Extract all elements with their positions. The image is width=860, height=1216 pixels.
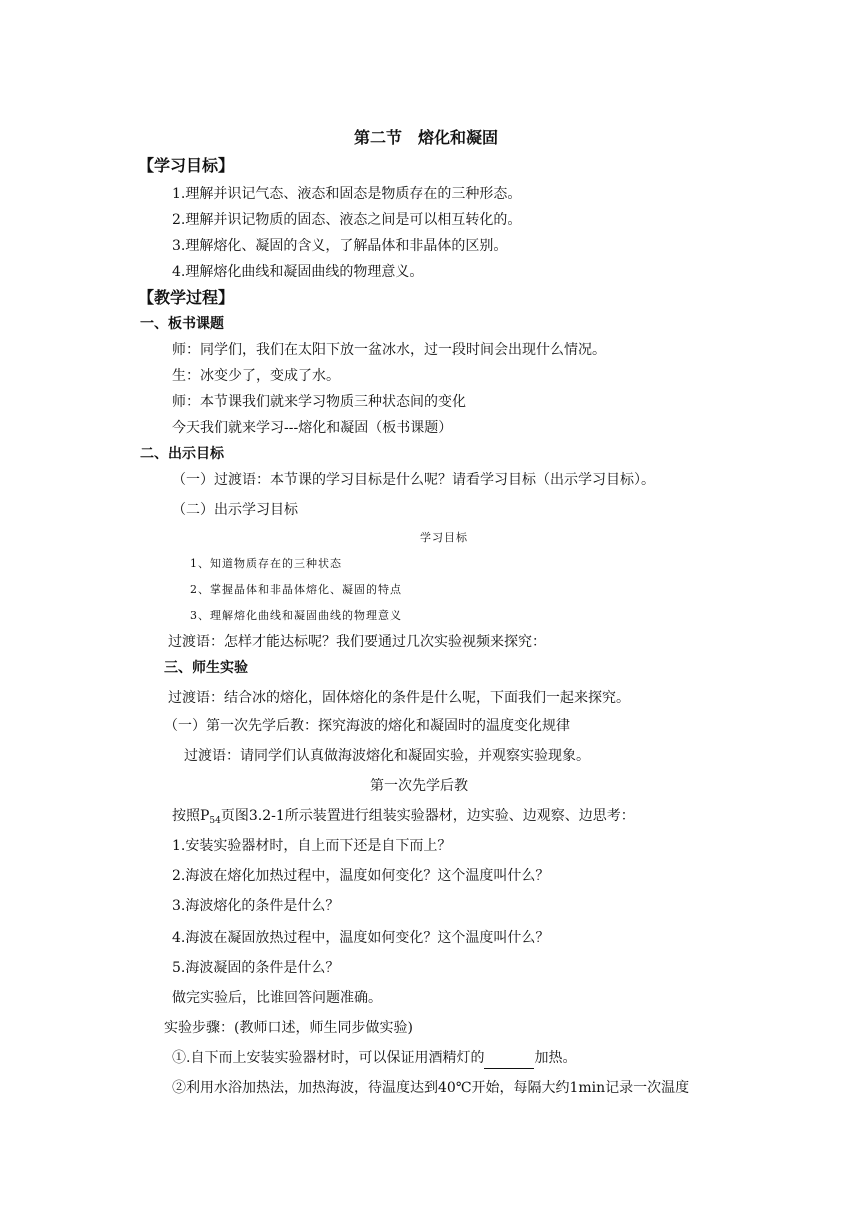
question-4: 4.海波在凝固放热过程中，温度如何变化？这个温度叫什么？ xyxy=(172,930,550,946)
goals-box-item-2: 2、掌握晶体和非晶体熔化、凝固的特点 xyxy=(190,583,402,596)
after-experiment-note: 做完实验后，比谁回答问题准确。 xyxy=(172,990,382,1006)
goals-box-title: 学习目标 xyxy=(420,531,468,544)
transition-experiment: 过渡语：怎样才能达标呢？我们要通过几次实验视频来探究： xyxy=(168,634,546,650)
transition-goals: （一）过渡语：本节课的学习目标是什么呢？请看学习目标（出示学习目标）。 xyxy=(172,472,655,488)
show-goals: （二）出示学习目标 xyxy=(172,502,298,518)
page-title: 第二节 熔化和凝固 xyxy=(354,128,499,147)
learning-goal-2: 2.理解并识记物质的固态、液态之间是可以相互转化的。 xyxy=(172,212,522,228)
step-1: ①.自下而上安装实验器材时，可以保证用酒精灯的 加热。 xyxy=(172,1048,576,1069)
learning-goal-3: 3.理解熔化、凝固的含义，了解晶体和非晶体的区别。 xyxy=(172,238,508,254)
goals-box-item-1: 1、知道物质存在的三种状态 xyxy=(190,557,342,570)
section-2-heading: 二、出示目标 xyxy=(140,446,224,462)
transition-melting: 过渡语：结合冰的熔化，固体熔化的条件是什么呢，下面我们一起来探究。 xyxy=(168,690,630,706)
dialogue-line-3: 师：本节课我们就来学习物质三种状态间的变化 xyxy=(172,394,466,410)
question-5: 5.海波凝固的条件是什么？ xyxy=(172,960,340,976)
teaching-process-heading: 【教学过程】 xyxy=(138,288,235,307)
learning-goal-1: 1.理解并识记气态、液态和固态是物质存在的三种形态。 xyxy=(172,186,522,202)
instruction-line: 按照$P_{54}$页图3.2-1所示装置进行组装实验器材，边实验、边观察、边思考： xyxy=(172,808,635,826)
dialogue-line-2: 生：冰变少了，变成了水。 xyxy=(172,368,340,384)
goals-box-item-3: 3、理解熔化曲线和凝固曲线的物理意义 xyxy=(190,609,402,622)
question-2: 2.海波在熔化加热过程中，温度如何变化？这个温度叫什么？ xyxy=(172,868,550,884)
dialogue-line-1: 师：同学们，我们在太阳下放一盆冰水，过一段时间会出现什么情况。 xyxy=(172,342,606,358)
first-learn-box-title: 第一次先学后教 xyxy=(370,778,468,794)
question-3: 3.海波熔化的条件是什么？ xyxy=(172,898,340,914)
question-1: 1.安装实验器材时，自上而下还是自下而上？ xyxy=(172,838,452,854)
subsection-1-heading: （一）第一次先学后教：探究海波的熔化和凝固时的温度变化规律 xyxy=(164,718,570,734)
fill-blank xyxy=(484,1048,534,1069)
step-2: ②利用水浴加热法，加热海波，待温度达到40℃开始，每隔大约1min记录一次温度 xyxy=(172,1080,690,1096)
dialogue-line-4: 今天我们就来学习---熔化和凝固（板书课题） xyxy=(172,420,453,436)
learning-goal-4: 4.理解熔化曲线和凝固曲线的物理意义。 xyxy=(172,264,424,280)
section-3-heading: 三、师生实验 xyxy=(164,660,248,676)
section-1-heading: 一、板书课题 xyxy=(140,316,224,332)
learning-goals-heading: 【学习目标】 xyxy=(138,156,235,175)
steps-heading: 实验步骤：(教师口述，师生同步做实验) xyxy=(164,1020,413,1036)
subsection-1-transition: 过渡语：请同学们认真做海波熔化和凝固实验，并观察实验现象。 xyxy=(184,748,590,764)
